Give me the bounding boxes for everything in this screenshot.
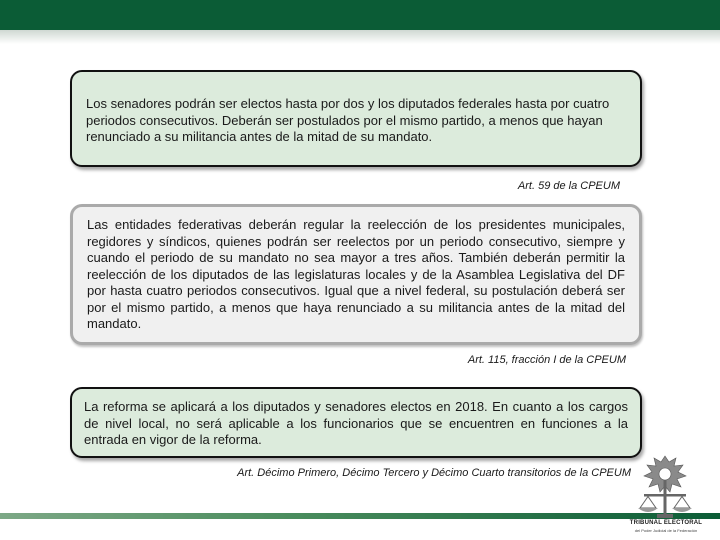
text-box-senators — [70, 70, 642, 167]
citation-art-115: Art. 115, fracción I de la CPEUM — [467, 354, 626, 366]
footer-bar — [0, 513, 720, 519]
text-box-senators-text: Los senadores podrán ser electos hasta por dos y los diputados federales hasta por cuatro periodos consecutivos. Deberán ser postulados por el mismo partido, a menos que hayan renunciado a su militancia antes de la mitad de su mandato. — [86, 96, 610, 144]
citation-art-59: Art. 59 de la CPEUM — [517, 180, 620, 192]
citation-transitorios: Art. Décimo Primero, Décimo Tercero y Décimo Cuarto transitorios de la CPEUM — [237, 467, 631, 479]
header-bar — [0, 0, 720, 30]
logo-title: TRIBUNAL ELECTORAL — [629, 520, 703, 526]
logo-subtitle: del Poder Judicial de la Federación — [634, 528, 698, 533]
text-box-local-reelection — [70, 204, 642, 345]
text-box-transitory — [70, 387, 642, 458]
text-box-local-reelection-text: Las entidades federativas deberán regular la reelección de los presidentes municipales, regidores y síndicos, quienes podrán ser reelectos por un periodo consecutivo, siempre y cuando el periodo de su mandato no sea mayor a tres años. También deberán permitir la reelección de los diputados de las legislaturas locales y de la Asamblea Legislativa del DF por hasta cuatro periodos consecutivos. Igual que a nivel federal, su postulación deberá ser por el mismo partido, a menos que haya renunciado a su militancia antes de la mitad del mandato. — [87, 217, 625, 331]
text-box-transitory-text: La reforma se aplicará a los diputados y senadores electos en 2018. En cuanto a los cargos de nivel local, no será aplicable a los funcionarios que se encuentren en funciones a la entrada en vigor de la reforma. — [84, 399, 628, 447]
header-shadow — [0, 30, 720, 44]
